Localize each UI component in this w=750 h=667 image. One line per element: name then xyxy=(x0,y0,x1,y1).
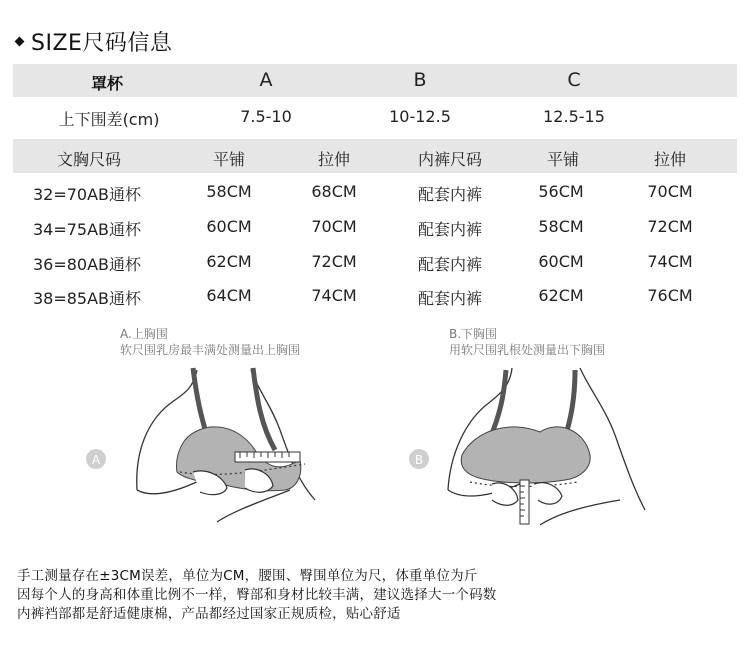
size-row-1-bra: 32=70AB通杯 xyxy=(32,185,142,204)
cup-header-label: 罩杯 xyxy=(90,74,124,93)
cup-b-label: B xyxy=(413,69,427,91)
size-row-4-stretch: 74CM xyxy=(311,286,357,305)
size-row-4-bra: 38=85AB通杯 xyxy=(32,289,142,308)
figure-a-title: A.上胸围 xyxy=(120,327,168,341)
figure-b-description: 用软尺围乳根处测量出下胸围 xyxy=(449,343,606,357)
figure-b-title: B.下胸围 xyxy=(449,327,498,341)
col-header-flat: 平铺 xyxy=(212,150,246,169)
size-row-2-panty-stretch: 72CM xyxy=(647,217,693,236)
figure-a-badge-letter: A xyxy=(91,453,101,467)
page-title xyxy=(16,24,172,58)
size-row-1-panty-flat: 56CM xyxy=(538,182,584,201)
cup-c-value: 12.5-15 xyxy=(543,107,605,126)
size-row-3-flat: 62CM xyxy=(206,252,252,271)
size-row-1-panty: 配套内裤 xyxy=(417,185,483,204)
note-line-2: 因每个人的身高和体重比例不一样，臀部和身材比较丰满，建议选择大一个码数 xyxy=(17,587,497,603)
size-row-4-panty-flat: 62CM xyxy=(538,286,584,305)
figure-a-description: 软尺围乳房最丰满处测量出上胸围 xyxy=(120,343,301,357)
size-row-2-panty-flat: 58CM xyxy=(538,217,584,236)
diamond-bullet-icon xyxy=(15,36,25,46)
bust-measurement-illustration xyxy=(75,360,335,530)
cup-a-value: 7.5-10 xyxy=(240,107,292,126)
page-title-text: SIZE尺码信息 xyxy=(31,30,173,56)
size-row-3-panty: 配套内裤 xyxy=(417,255,483,274)
size-row-3-panty-flat: 60CM xyxy=(538,252,584,271)
size-row-2-panty: 配套内裤 xyxy=(417,220,483,239)
size-row-3-stretch: 72CM xyxy=(311,252,357,271)
note-line-3: 内裤裆部都是舒适健康棉，产品都经过国家正规质检，贴心舒适 xyxy=(17,606,401,622)
underbust-measurement-illustration xyxy=(400,360,660,535)
size-row-4-flat: 64CM xyxy=(206,286,252,305)
size-row-3-panty-stretch: 74CM xyxy=(647,252,693,271)
size-row-2-flat: 60CM xyxy=(206,217,252,236)
col-header-panty-size: 内裤尺码 xyxy=(417,150,483,169)
col-header-panty-flat: 平铺 xyxy=(546,150,580,169)
notes-block xyxy=(17,567,497,624)
cup-a-label: A xyxy=(259,69,273,91)
cup-c-label: C xyxy=(567,69,581,91)
cup-b-value: 10-12.5 xyxy=(389,107,451,126)
size-row-2-stretch: 70CM xyxy=(311,217,357,236)
size-row-2-bra: 34=75AB通杯 xyxy=(32,220,142,239)
size-row-1-panty-stretch: 70CM xyxy=(647,182,693,201)
note-line-1: 手工测量存在±3CM误差，单位为CM，腰围、臀围单位为尺，体重单位为斤 xyxy=(17,568,478,584)
cup-row-label: 上下围差(cm) xyxy=(58,110,160,129)
figure-b-badge-letter: B xyxy=(414,453,424,467)
size-row-4-panty: 配套内裤 xyxy=(417,289,483,308)
size-row-1-stretch: 68CM xyxy=(311,182,357,201)
size-row-3-bra: 36=80AB通杯 xyxy=(32,255,142,274)
col-header-bra-size: 文胸尺码 xyxy=(56,150,122,169)
size-row-4-panty-stretch: 76CM xyxy=(647,286,693,305)
size-header-band xyxy=(13,139,737,173)
figure-a-caption xyxy=(120,326,300,358)
size-row-1-flat: 58CM xyxy=(206,182,252,201)
col-header-stretch: 拉伸 xyxy=(317,150,351,169)
figure-b-caption xyxy=(449,326,605,358)
col-header-panty-stretch: 拉伸 xyxy=(653,150,687,169)
